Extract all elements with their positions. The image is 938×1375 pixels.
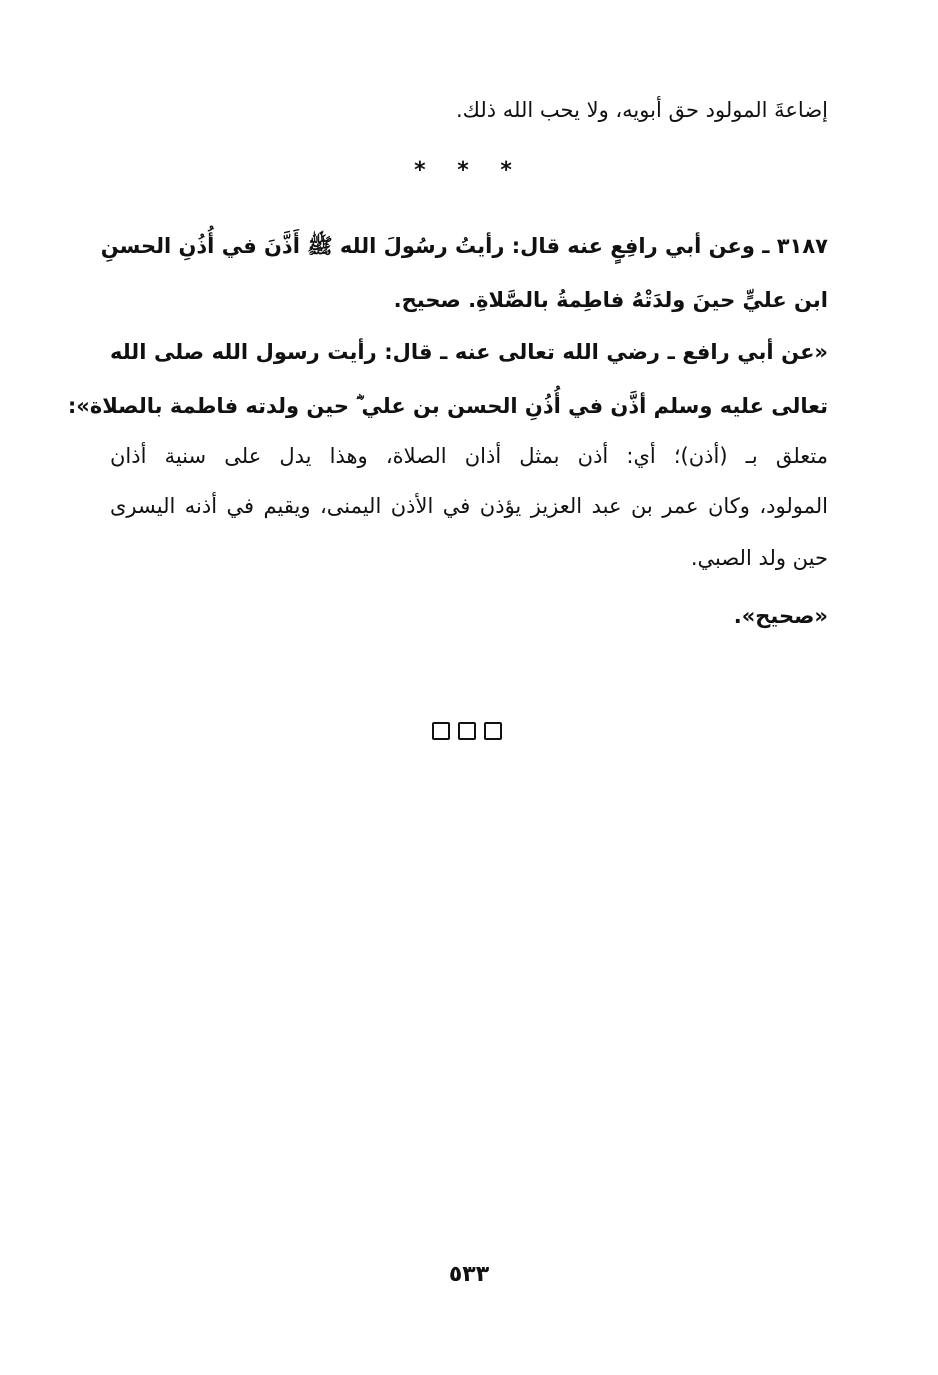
commentary-line-3: حين ولد الصبي. xyxy=(690,546,828,570)
ornament-box-icon xyxy=(484,722,502,740)
ornament-box-icon xyxy=(432,722,450,740)
commentary-line-1: متعلق بـ (أذن)؛ أي: أذن بمثل أذان الصلاة، وهذا يدل على سنية أذان xyxy=(110,444,828,468)
ornament-box-icon xyxy=(458,722,476,740)
section-separator-stars: * * * xyxy=(414,158,524,183)
commentary-line-2: المولود، وكان عمر بن عبد العزيز يؤذن في الأذن اليمنى، ويقيم في أذنه اليسرى xyxy=(110,494,828,518)
end-section-ornament xyxy=(432,722,502,740)
text-line-1: إضاعةَ المولود حق أبويه، ولا يحب الله ذلك. xyxy=(455,98,828,122)
commentary-quote-line-2: تعالى عليه وسلم أذَّن في أُذُنِ الحسن بن علي ؓ حين ولدته فاطمة بالصلاة»: xyxy=(67,394,828,418)
hadith-line-1: ٣١٨٧ ـ وعن أبي رافِعٍ عنه قال: رأيتُ رسُولَ الله ﷺ أَذَّنَ في أُذُنِ الحسنِ xyxy=(100,234,828,258)
grading-label: «صحيح». xyxy=(733,604,828,628)
page-number: ٥٣٣ xyxy=(448,1262,490,1287)
commentary-quote-line-1: «عن أبي رافع ـ رضي الله تعالى عنه ـ قال: رأيت رسول الله صلى الله xyxy=(110,340,828,364)
hadith-line-2: ابن عليٍّ حينَ ولدَتْهُ فاطِمةُ بالصَّلاةِ. صحيح. xyxy=(393,288,828,312)
